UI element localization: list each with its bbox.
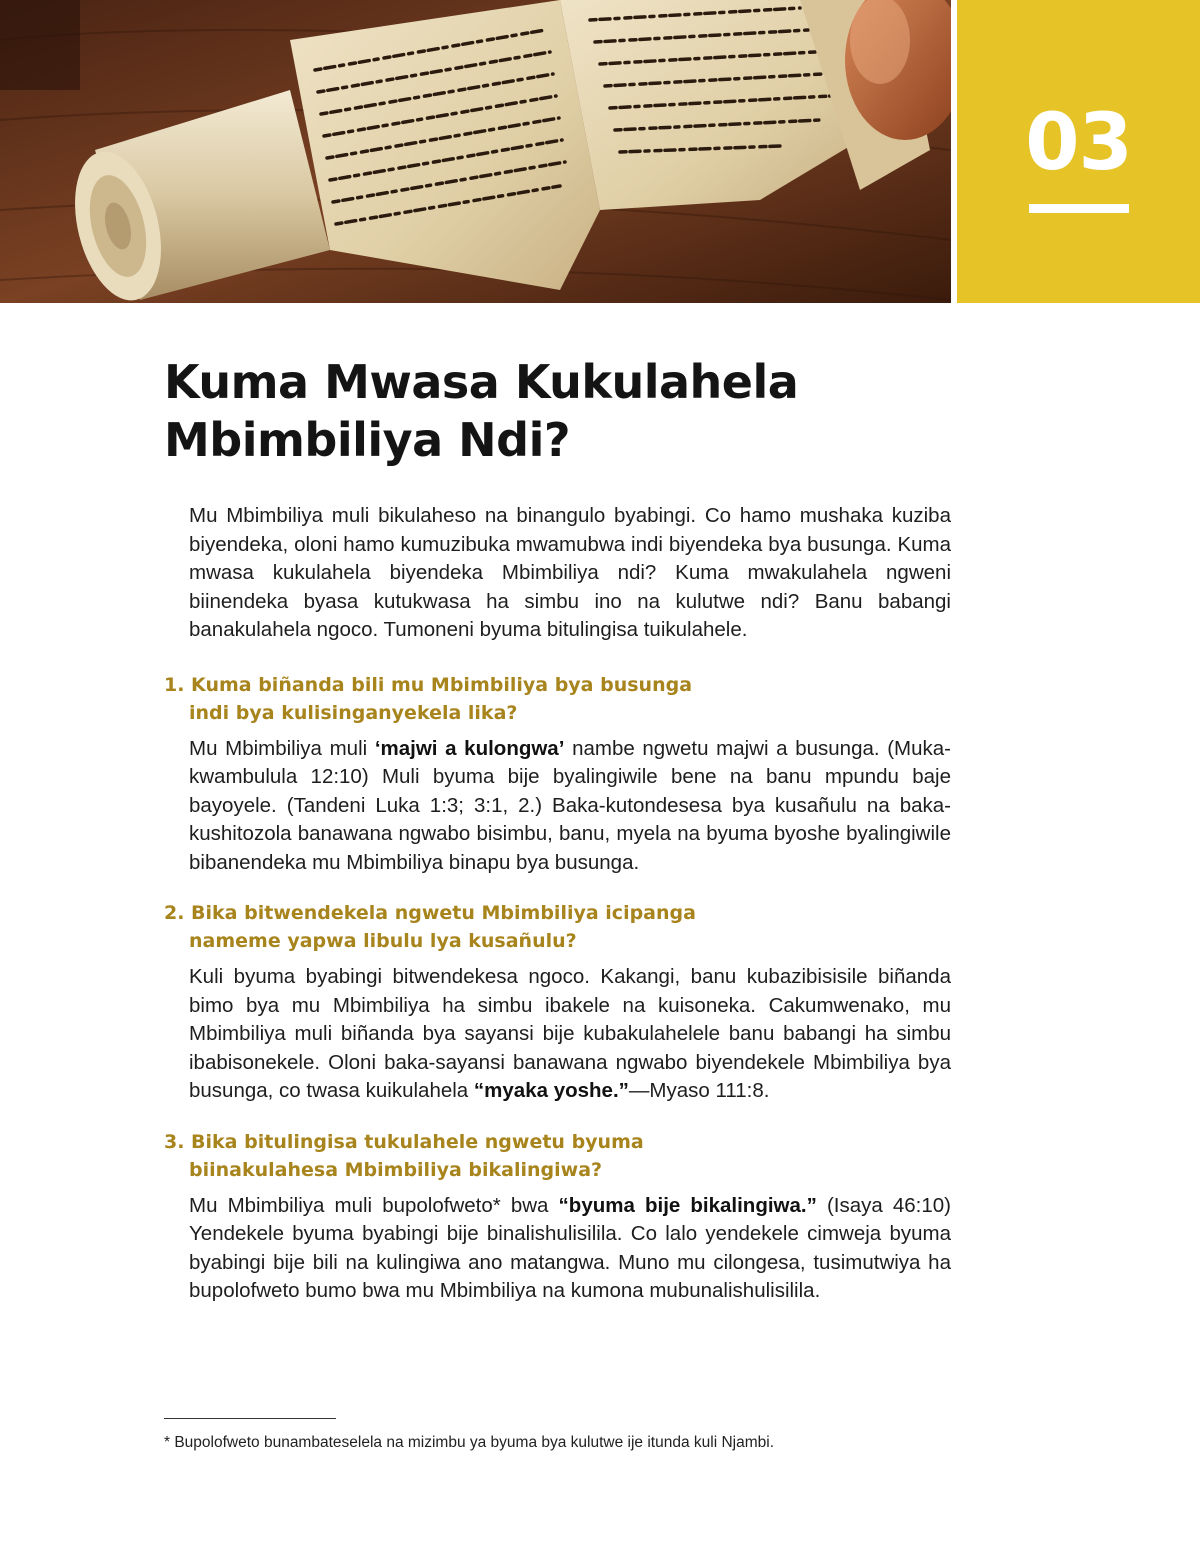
header-image-scrolls [0, 0, 951, 303]
section-2 [164, 899, 951, 1106]
footnote: * Bupolofweto bunambateselela na mizimbu ya byuma bya kulutwe ije itunda kuli Njambi. [164, 1434, 774, 1451]
question-line: biinakulahesa Mbimbiliya bikalingiwa? [189, 1158, 603, 1181]
question-line: 2. Bika bitwendekela ngwetu Mbimbiliya icipanga [164, 902, 696, 924]
lesson-number: 03 [1025, 98, 1132, 188]
paragraph-text: Mu Mbimbiliya muli bupolofweto* bwa [189, 1193, 559, 1217]
paragraph-text: Mu Mbimbiliya muli [189, 736, 375, 760]
section-3-paragraph [189, 1192, 951, 1306]
title-line-2: Mbimbiliya Ndi? [164, 413, 571, 467]
paragraph-text: —Myaso 111:8. [628, 1079, 770, 1102]
lesson-content [164, 502, 951, 1328]
section-3-question [164, 1128, 951, 1184]
footnote-divider [164, 1418, 336, 1419]
section-2-paragraph [189, 963, 951, 1106]
section-3 [164, 1128, 951, 1306]
question-line: 3. Bika bitulingisa tukulahele ngwetu byuma [164, 1130, 644, 1153]
title-line-1: Kuma Mwasa Kukulahela [164, 355, 799, 409]
question-line: nameme yapwa libulu lya kusañulu? [189, 930, 577, 952]
paragraph-emphasis: “byuma bije bikalingiwa.” [558, 1193, 817, 1217]
intro-paragraph: Mu Mbimbiliya muli bikulaheso na binangulo byabingi. Co hamo mushaka kuziba biyendeka, oloni hamo kumuzibuka mwamubwa indi biyendeka bya busunga. Kuma mwasa kukulahela biyendeka Mbimbiliya ndi? Kuma mwakulahela ngweni biinendeka byasa kutukwasa ha simbu ino na kulutwe ndi? Banu babangi banakulahela ngoco. Tumoneni byuma bitulingisa tuikulahele. [189, 504, 951, 641]
section-1-question [164, 671, 951, 727]
badge-underline [1029, 204, 1129, 213]
paragraph-text: Kuli byuma byabingi bitwendekesa ngoco. Kakangi, banu kubazibisisile biñanda bimo bya mu Mbimbiliya ha simbu ibakele na kuisoneka. Cakumwenako, mu Mbimbiliya muli biñanda bya sayansi bije kubakulahelele banu babangi ha simbu ibabisonekele. Oloni baka-sayansi banawana ngwabo biyendekele Mbimbiliya bya busunga, co twasa kuikulahela [189, 965, 951, 1102]
section-1-paragraph [189, 735, 951, 878]
paragraph-text: nambe ngwetu majwi a busunga. (Muka-kwambulula 12:10) Muli byuma bije byalingiwile bene na banu mpundu baje bayoyele. (Tandeni Luka 1:3; 3:1, 2.) Baka-kutondesesa bya kusañulu na baka-kushitozola banawana ngwabo bisimbu, banu, myela na byuma byoshe byalingiwile bibanendeka mu Mbimbiliya binapu bya busunga. [189, 736, 952, 874]
lesson-number-badge [957, 0, 1200, 303]
paragraph-emphasis: “myaka yoshe.” [473, 1079, 629, 1102]
section-1 [164, 671, 951, 878]
question-line: indi bya kulisinganyekela lika? [189, 701, 518, 724]
question-line: 1. Kuma biñanda bili mu Mbimbiliya bya busunga [164, 673, 693, 696]
page-title [164, 353, 964, 469]
section-2-question [164, 899, 951, 955]
paragraph-emphasis: ‘majwi a kulongwa’ [374, 736, 565, 760]
paragraph-text: (Isaya 46:10) Yendekele byuma byabingi bije binalishulisilila. Co lalo yendekele cimweja byuma byabingi bije bili na kulingiwa ano matangwa. Muno mu cilongesa, tusimutwiya ha bupolofweto bumo bwa mu Mbimbiliya na kumona mubunalishulisilila. [189, 1193, 951, 1302]
